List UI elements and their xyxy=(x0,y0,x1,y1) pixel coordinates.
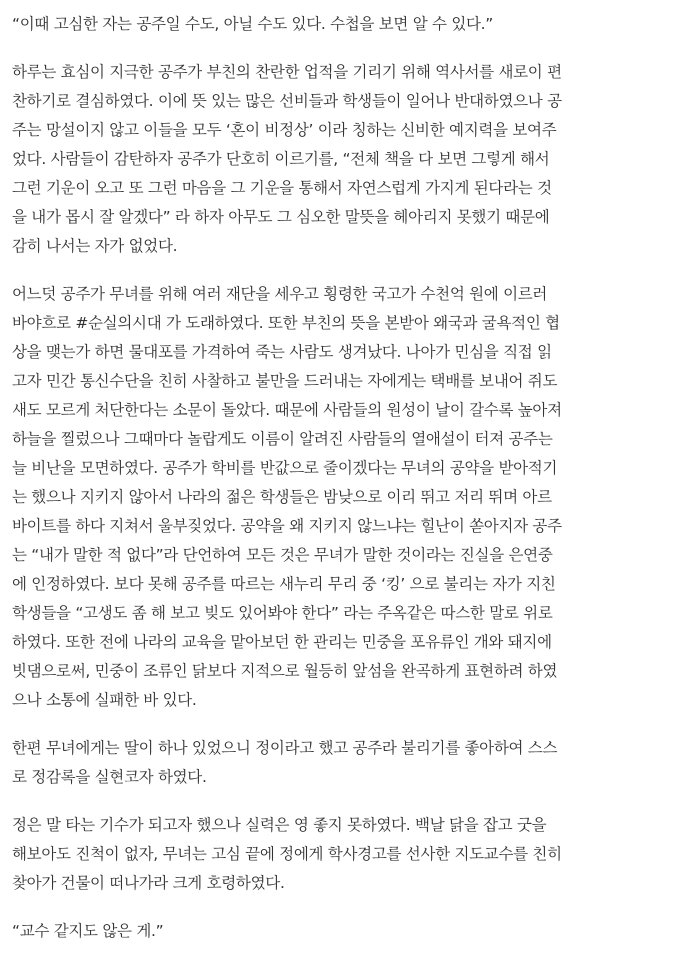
text-line: “교수 같지도 않은 게.” xyxy=(12,922,164,940)
text-line: 한편 무녀에게는 딸이 하나 있었으니 정이라고 했고 공주라 불리기를 좋아하여 스스 xyxy=(12,739,558,757)
text-line: 상을 맺는가 하면 물대포를 가격하여 죽는 사람도 생겨났다. 나아가 민심을 직접 읽 xyxy=(12,343,552,361)
text-line: 바야흐로 #순실의시대 가 도래하였다. 또한 부친의 뜻을 본받아 왜국과 굴욕적인 협 xyxy=(12,314,560,332)
text-line: 학생들을 “고생도 좀 해 보고 빚도 있어봐야 한다” 라는 주옥같은 따스한 말로 위로 xyxy=(12,604,553,622)
text-line: 찬하기로 결심하였다. 이에 뜻 있는 많은 선비들과 학생들이 일어나 반대하였으나 공 xyxy=(12,92,562,110)
text-line: 는 했으나 지키지 않아서 나라의 젊은 학생들은 밤낮으로 이리 뛰고 저리 뛰며 아르 xyxy=(12,488,552,506)
text-line: 정은 말 타는 기수가 되고자 했으나 실력은 영 좋지 못하였다. 백날 닭을 잡고 굿을 xyxy=(12,816,547,834)
paragraph xyxy=(12,811,680,898)
text-line: 고자 민간 통신수단을 친히 사찰하고 불만을 드러내는 자에게는 택배를 보내어 쥐도 xyxy=(12,372,558,390)
text-line: 는 “내가 말한 적 없다”라 단언하여 모든 것은 무녀가 말한 것이라는 진실을 은연중 xyxy=(12,546,553,564)
paragraph xyxy=(12,734,680,792)
text-line: 찾아가 건물이 떠나가라 크게 호령하였다. xyxy=(12,874,285,892)
text-line: “이때 고심한 자는 공주일 수도, 아닐 수도 있다. 수첩을 보면 알 수 있다.” xyxy=(12,15,494,33)
text-line: 주는 망설이지 않고 이들을 모두 ‘혼이 비정상’ 이라 칭하는 신비한 예지력을 보여주 xyxy=(12,121,557,139)
text-line: 을 내가 몹시 잘 알겠다” 라 하자 아무도 그 심오한 말뜻을 헤아리지 못했기 때문에 xyxy=(12,208,550,226)
text-line: 늘 비난을 모면하였다. 공주가 학비를 반값으로 줄이겠다는 무녀의 공약을 받아적기 xyxy=(12,459,558,477)
text-line: 그런 기운이 오고 또 그런 마음을 그 기운을 통해서 자연스럽게 가지게 된다라는 것 xyxy=(12,179,552,197)
text-line: 빗댐으로써, 민중이 조류인 닭보다 지적으로 월등히 앞섬을 완곡하게 표현하려 하였 xyxy=(12,662,558,680)
article-body xyxy=(12,10,680,965)
text-line: 어느덧 공주가 무녀를 위해 여러 재단을 세우고 횡령한 국고가 수천억 원에 이르러 xyxy=(12,285,548,303)
text-line: 으나 소통에 실패한 바 있다. xyxy=(12,691,197,709)
paragraph xyxy=(12,280,680,715)
text-line: 하루는 효심이 지극한 공주가 부친의 찬란한 업적을 기리기 위해 역사서를 새로이 편 xyxy=(12,63,562,81)
text-line: 하였다. 또한 전에 나라의 교육을 맡아보던 한 관리는 민중을 포유류인 개와 돼지에 xyxy=(12,633,552,651)
paragraph xyxy=(12,917,680,946)
text-line: 새도 모르게 처단한다는 소문이 돌았다. 때문에 사람들의 원성이 날이 갈수록 높아져 xyxy=(12,401,562,419)
text-line: 바이트를 하다 지쳐서 울부짖었다. 공약을 왜 지키지 않느냐는 힐난이 쏟아지자 공주 xyxy=(12,517,562,535)
text-line: 해보아도 진척이 없자, 무녀는 고심 끝에 정에게 학사경고를 선사한 지도교수를 친히 xyxy=(12,845,562,863)
text-line: 감히 나서는 자가 없었다. xyxy=(12,237,178,255)
paragraph xyxy=(12,10,680,39)
text-line: 에 인정하였다. 보다 못해 공주를 따르는 새누리 무리 중 ‘킹’ 으로 불리는 자가 지친 xyxy=(12,575,556,593)
text-line: 하늘을 찔렀으나 그때마다 놀랍게도 이름이 알려진 사람들의 열애설이 터져 공주는 xyxy=(12,430,553,448)
text-line: 었다. 사람들이 감탄하자 공주가 단호히 이르기를, “전체 책을 다 보면 그렇게 해서 xyxy=(12,150,550,168)
text-line: 로 정감록을 실현코자 하였다. xyxy=(12,768,207,786)
paragraph xyxy=(12,58,680,261)
